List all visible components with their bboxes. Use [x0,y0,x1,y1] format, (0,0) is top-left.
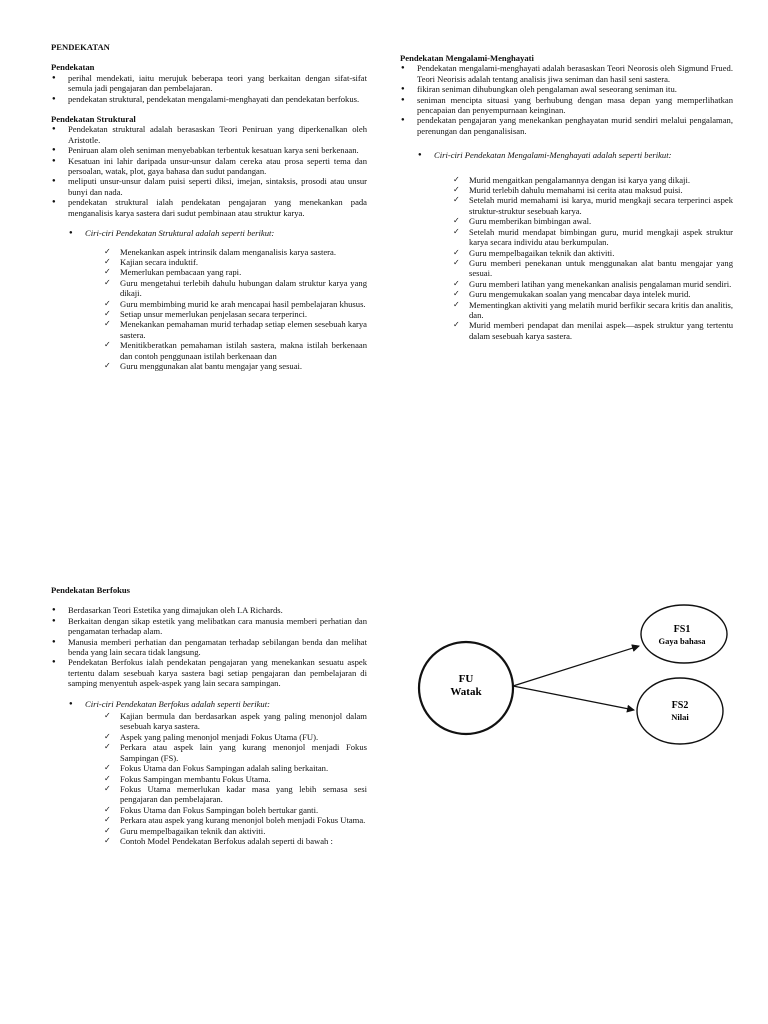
fs1-code: FS1 [673,624,691,635]
list-item: ● perihal mendekati, iaitu merujuk beberapa teori yang berkaitan dengan sifat-sifat semula jadi pengajaran dan pembelajaran. [51,73,367,94]
check-item: ✓ Kajian bermula dan berdasarkan aspek yang paling menonjol dalam sesebuah karya sastera. [51,711,367,732]
list-item: ● fikiran seniman dihubungkan oleh pengalaman awal seseorang seniman itu. [400,84,733,94]
list-item: ● Pendekatan Berfokus ialah pendekatan pengajaran yang menekankan sesuatu aspek tertentu dalam sesebuah karya sastera bagi setiap pengajaran dan pembelajaran di samping menyentuh aspek-aspek yang lain secara sampingan. [51,657,367,688]
check-item: ✓ Fokus Utama dan Fokus Sampingan boleh bertukar ganti. [51,805,367,815]
check-item: ✓ Guru memberi penekanan untuk menggunakan alat bantu mengajar yang sesuai. [400,258,733,279]
list-item: ● Kesatuan ini lahir daripada unsur-unsur dalam cereka atau prosa seperti tema dan persoalan, watak, plot, gaya bahasa dan sudut pandangan. [51,156,367,177]
fu-label: Watak [450,686,482,698]
check-item: ✓ Menitikberatkan pemahaman istilah sastera, makna istilah berkenaan dan contoh penggunaan istilah berkenaan dan [51,340,367,361]
left-column-bottom [51,585,367,846]
heading-pendekatan: Pendekatan [51,62,95,73]
arrow-fu-fs2 [513,686,634,710]
check-item: ✓ Setiap unsur memerlukan penjelasan secara terperinci. [51,309,367,319]
fs1-label: Gaya bahasa [658,636,706,646]
list-item: ● Pendekatan struktural adalah berasaskan Teori Peniruan yang diperkenalkan oleh Aristotle. [51,124,367,145]
list-mengalami [400,63,733,136]
check-item: ✓ Guru mempelbagaikan teknik dan aktiviti. [51,826,367,836]
check-item: ✓ Aspek yang paling menonjol menjadi Fokus Utama (FU). [51,732,367,742]
intro-berfokus: ● Ciri-ciri Pendekatan Berfokus adalah seperti berikut: [51,699,367,709]
check-item: ✓ Murid memberi pendapat dan menilai aspek—aspek struktur yang tertentu dalam sesebuah karya sastera. [400,320,733,341]
list-struktural [51,124,367,218]
fs2-code: FS2 [671,700,689,711]
check-item: ✓ Guru menggunakan alat bantu mengajar yang sesuai. [51,361,367,371]
list-item: ● pendekatan pengajaran yang menekankan penghayatan murid sendiri melalui pengalaman, perenungan dan penganalisisan. [400,115,733,136]
fs2-label: Nilai [671,712,689,722]
list-item: ● Berkaitan dengan sikap estetik yang melibatkan cara manusia memberi perhatian dan pengamatan terhadap alam. [51,616,367,637]
heading-struktural: Pendekatan Struktural [51,114,136,125]
fu-code: FU [458,673,474,685]
check-item: ✓ Setelah murid memahami isi karya, murid mengkaji secara terperinci aspek struktur-struktur sesebuah karya. [400,195,733,216]
list-item: ● seniman mencipta situasi yang berhubung dengan masa depan yang memperlihatkan pencapaian dan penyempurnaan keinginan. [400,95,733,116]
check-item: ✓ Murid mengaitkan pengalamannya dengan isi karya yang dikaji. [400,175,733,185]
check-item: ✓ Perkara atau aspek lain yang kurang menonjol menjadi Fokus Sampingan (FS). [51,742,367,763]
checklist-mengalami [400,175,733,342]
list-item: ● pendekatan struktural ialah pendekatan pengajaran yang menekankan pada menganalisis karya sastera dari sudut pembinaan atau struktur karya. [51,197,367,218]
list-item: ● pendekatan struktural, pendekatan mengalami-menghayati dan pendekatan berfokus. [51,94,367,104]
check-item: ✓ Fokus Utama memerlukan kadar masa yang lebih semasa sesi pengajaran dan pembelajaran. [51,784,367,805]
check-item: ✓ Guru mengemukakan soalan yang mencabar daya intelek murid. [400,289,733,299]
check-item: ✓ Guru mengetahui terlebih dahulu hubungan dalam struktur karya yang dikaji. [51,278,367,299]
check-item: ✓ Setelah murid mendapat bimbingan guru, murid mengkaji aspek struktur karya secara individu atau berkumpulan. [400,227,733,248]
focus-model-diagram [410,590,760,770]
arrow-fu-fs1 [513,646,639,686]
checklist-berfokus [51,711,367,846]
check-item: ✓ Fokus Sampingan membantu Fokus Utama. [51,774,367,784]
check-item: ✓ Murid terlebih dahulu memahami isi cerita atau maksud puisi. [400,185,733,195]
doc-title: PENDEKATAN [51,42,110,52]
check-item: ✓ Memerlukan pembacaan yang rapi. [51,267,367,277]
list-item: ● Peniruan alam oleh seniman menyebabkan terbentuk kesatuan karya seni berkenaan. [51,145,367,155]
list-item: ● Berdasarkan Teori Estetika yang dimajukan oleh I.A Richards. [51,605,367,615]
check-item: ✓ Perkara atau aspek yang kurang menonjol boleh menjadi Fokus Utama. [51,815,367,825]
heading-mengalami: Pendekatan Mengalami-Menghayati [400,53,534,63]
list-item: ● Manusia memberi perhatian dan pengamatan terhadap sebilangan benda dan melihat benda yang lain secara tidak langsung. [51,637,367,658]
node-fs2 [637,678,723,744]
check-item: ✓ Mementingkan aktiviti yang melatih murid berfikir secara kritis dan analitis, dan. [400,300,733,321]
heading-berfokus: Pendekatan Berfokus [51,585,131,595]
check-item: ✓ Fokus Utama dan Fokus Sampingan adalah saling berkaitan. [51,763,367,773]
list-item: ● meliputi unsur-unsur dalam puisi seperti diksi, imejan, sintaksis, prosodi atau unsur bunyi dan nada. [51,176,367,197]
check-item: ✓ Guru memberikan bimbingan awal. [400,216,733,226]
check-item: ✓ Menekankan aspek intrinsik dalam menganalisis karya sastera. [51,247,367,257]
right-column-top [400,53,733,341]
list-pendekatan [51,73,367,104]
intro-mengalami: ● Ciri-ciri Pendekatan Mengalami-Menghayati adalah seperti berikut: [400,150,733,160]
intro-struktural: ● Ciri-ciri Pendekatan Struktural adalah seperti berikut: [51,228,367,238]
check-item: ✓ Guru mempelbagaikan teknik dan aktiviti. [400,248,733,258]
check-item: ✓ Menekankan pemahaman murid terhadap setiap elemen sesebuah karya sastera. [51,319,367,340]
check-item: ✓ Guru membimbing murid ke arah mencapai hasil pembelajaran khusus. [51,299,367,309]
checklist-struktural [51,247,367,372]
list-item: ● Pendekatan mengalami-menghayati adalah berasaskan Teori Neorosis oleh Sigmund Frued. Teori Neorisis adalah tentang analisis jiwa seniman dan hasil seni sastera. [400,63,733,84]
list-berfokus [51,605,367,688]
check-item: ✓ Guru memberi latihan yang menekankan analisis pengalaman murid sendiri. [400,279,733,289]
check-item: ✓ Kajian secara induktif. [51,257,367,267]
left-column-top [51,42,367,371]
check-item: ✓ Contoh Model Pendekatan Berfokus adalah seperti di bawah : [51,836,367,846]
